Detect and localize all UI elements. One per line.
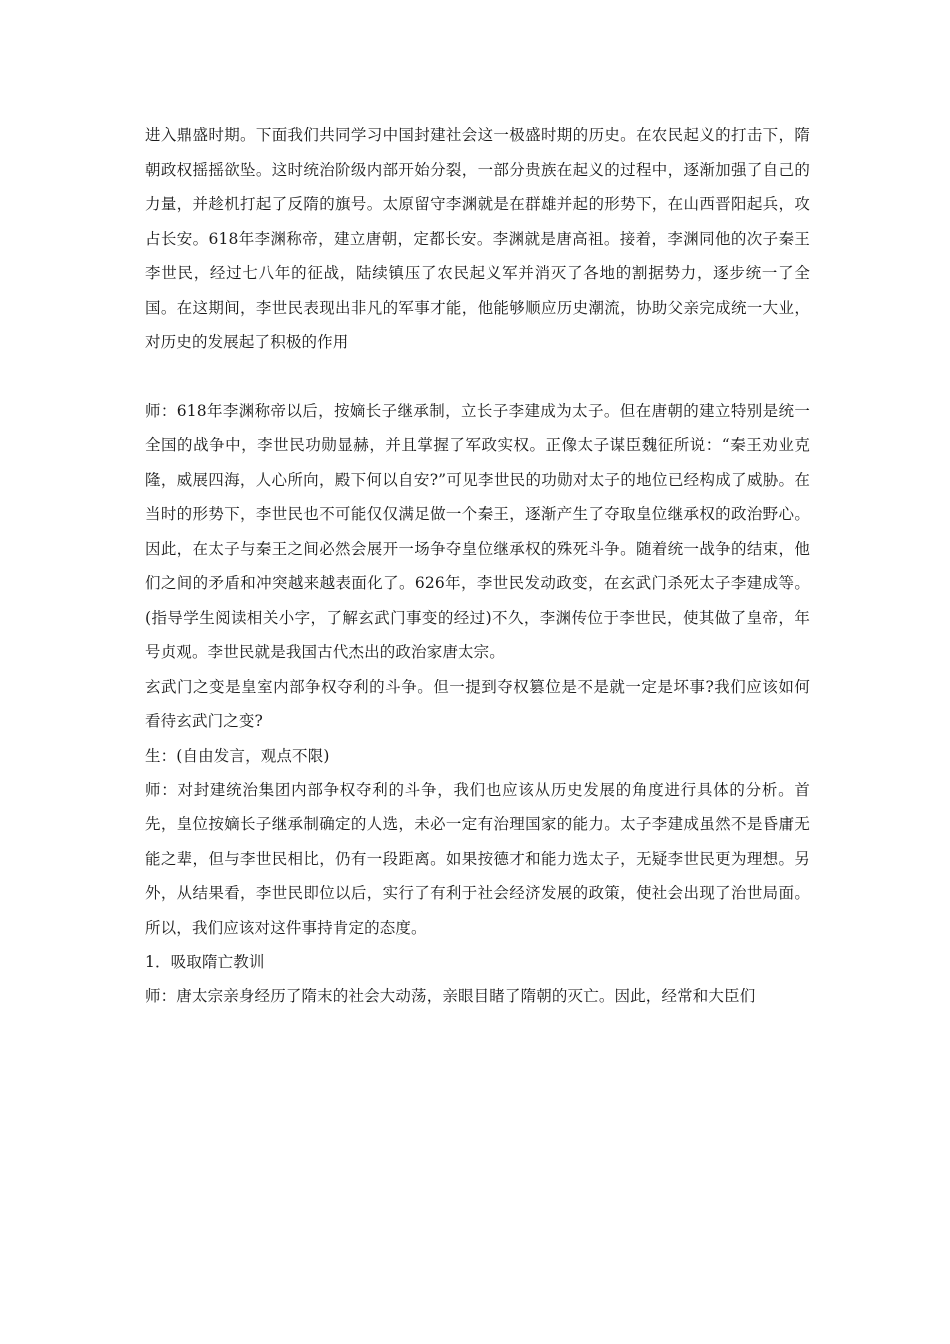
paragraph-question: 玄武门之变是皇室内部争权夺利的斗争。但一提到夺权篡位是不是就一定是坏事?我们应该如何看待玄武门之变?: [145, 677, 810, 730]
paragraph-taizong-intro: 师：唐太宗亲身经历了隋末的社会大动荡，亲眼目睹了隋朝的灭亡。因此，经常和大臣们: [145, 987, 756, 1005]
paragraph-tang-rise: 进入鼎盛时期。下面我们共同学习中国封建社会这一极盛时期的历史。在农民起义的打击下，隋朝政权摇摇欲坠。这时统治阶级内部开始分裂，一部分贵族在起义的过程中，逐渐加强了自己的力量，并趁机打起了反隋的旗号。太原留守李渊就是在群雄并起的形势下，在山西晋阳起兵，攻占长安。618年李渊称帝，建立唐朝，定都长安。李渊就是唐高祖。接着，李渊同他的次子秦王李世民，经过七八年的征战，陆续镇压了农民起义军并消灭了各地的割据势力，逐步统一了全国。在这期间，李世民表现出非凡的军事才能，他能够顺应历史潮流，协助父亲完成统一大业，对历史的发展起了积极的作用: [145, 126, 810, 351]
paragraph-xuanwu-incident: 师：618年李渊称帝以后，按嫡长子继承制，立长子李建成为太子。但在唐朝的建立特别是统一全国的战争中，李世民功勋显赫，并且掌握了军政实权。正像太子谋臣魏征所说：“秦王劝业克隆，威展四海，人心所向，殿下何以自安?”可见李世民的功勋对太子的地位已经构成了威胁。在当时的形势下，李世民也不可能仅仅满足做一个秦王，逐渐产生了夺取皇位继承权的政治野心。因此，在太子与秦王之间必然会展开一场争夺皇位继承权的殊死斗争。随着统一战争的结束，他们之间的矛盾和冲突越来越表面化了。626年，李世民发动政变，在玄武门杀死太子李建成等。(指导学生阅读相关小字，了解玄武门事变的经过)不久，李渊传位于李世民，使其做了皇帝，年号贞观。李世民就是我国古代杰出的政治家唐太宗。: [145, 401, 810, 661]
paragraph-teacher-analysis: 师：对封建统治集团内部争权夺利的斗争，我们也应该从历史发展的角度进行具体的分析。首先，皇位按嫡长子继承制确定的人选，未必一定有治理国家的能力。太子李建成虽然不是昏庸无能之辈，但与李世民相比，仍有一段距离。如果按德才和能力选太子，无疑李世民更为理想。另外，从结果看，李世民即位以后，实行了有利于社会经济发展的政策，使社会出现了治世局面。所以，我们应该对这件事持肯定的态度。: [145, 780, 810, 937]
paragraph-spacer: [145, 360, 810, 394]
document-body: [145, 118, 810, 1014]
section-heading-sui-lesson: 1．吸取隋亡教训: [145, 953, 265, 971]
paragraph-student-response: 生：(自由发言，观点不限): [145, 746, 330, 765]
